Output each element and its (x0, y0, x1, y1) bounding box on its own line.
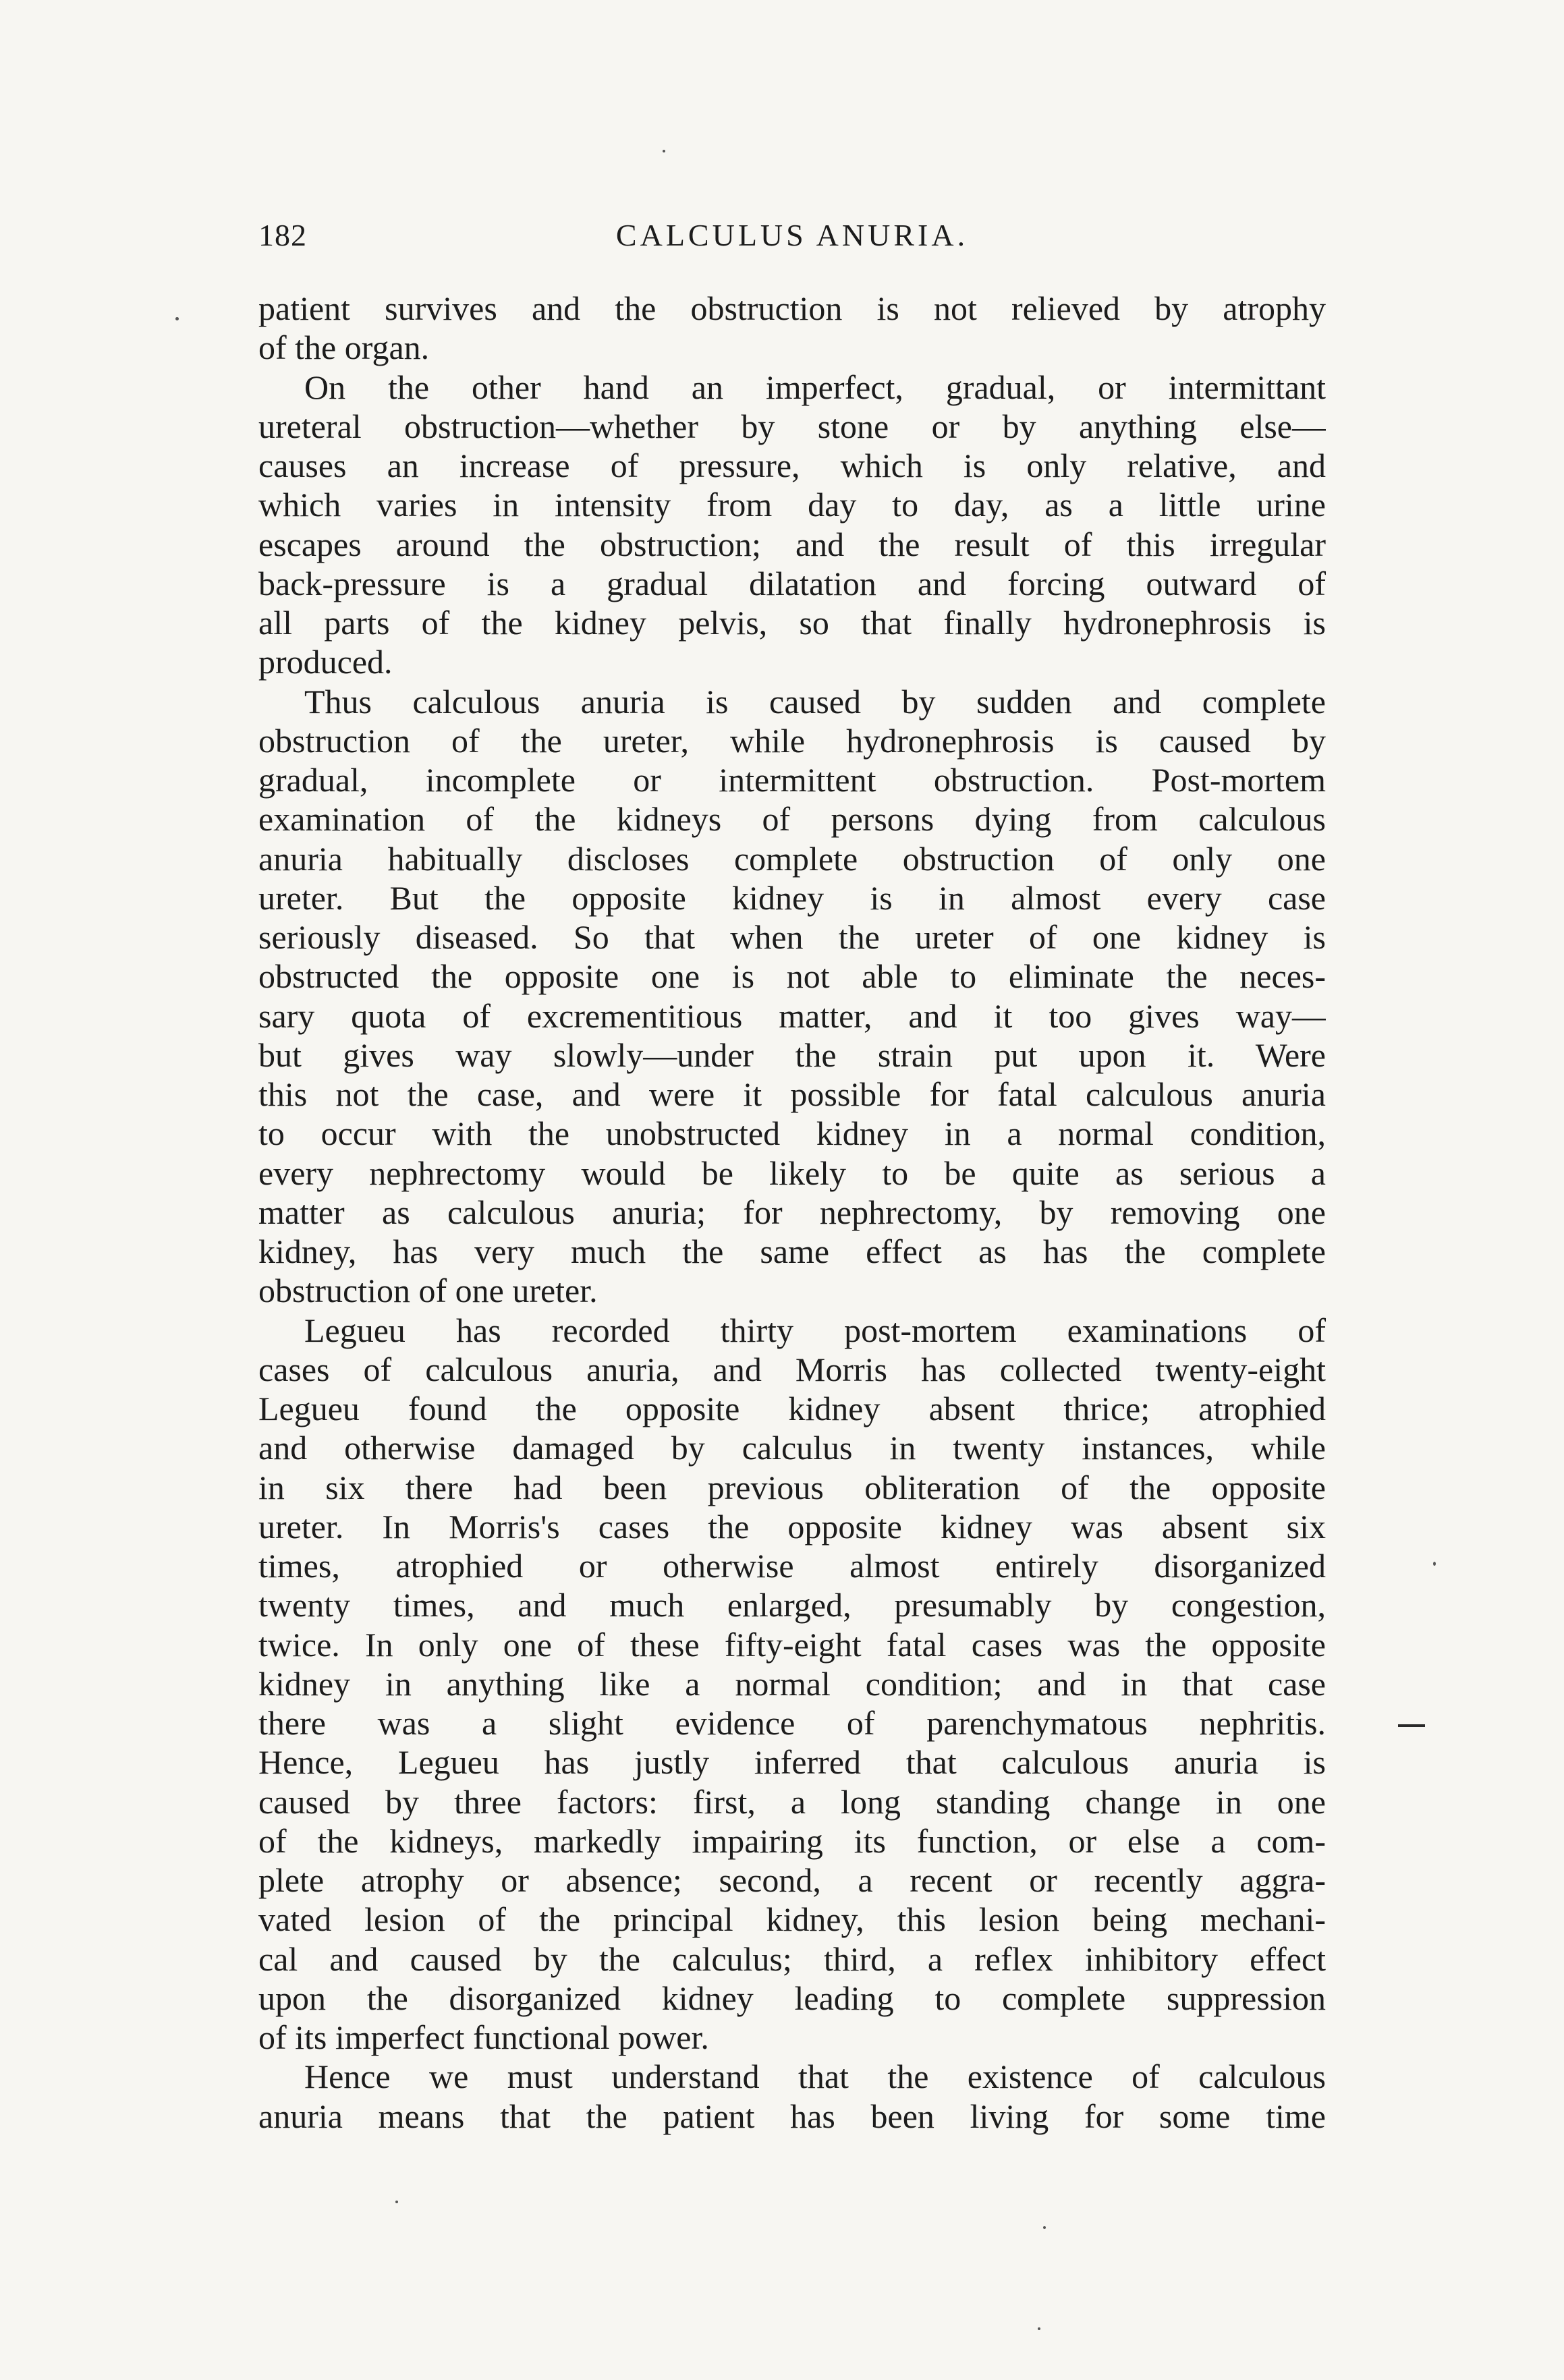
text-line: seriously diseased. So that when the ureter of one kidney is (258, 918, 1326, 956)
text-line: twice. In only one of these fifty-eight fatal cases was the opposite (258, 1625, 1326, 1664)
text-line: and otherwise damaged by calculus in twenty instances, while (258, 1429, 1326, 1467)
text-line: to occur with the unobstructed kidney in a normal condition, (258, 1114, 1326, 1153)
text-line: which varies in intensity from day to day, as a little urine (258, 486, 1326, 524)
speck-4 (395, 2201, 398, 2203)
text-line: Thus calculous anuria is caused by sudden and complete (304, 682, 1326, 720)
text-line: all parts of the kidney pelvis, so that finally hydronephrosis is (258, 604, 1326, 642)
text-line: twenty times, and much enlarged, presumably by congestion, (258, 1586, 1326, 1624)
text-line: every nephrectomy would be likely to be quite as serious a (258, 1154, 1326, 1192)
text-line: Legueu found the opposite kidney absent thrice; atrophied (258, 1390, 1326, 1427)
page-header (258, 217, 1326, 264)
text-line: On the other hand an imperfect, gradual, or intermittant (304, 368, 1326, 406)
text-line: vated lesion of the principal kidney, this lesion being mechani- (258, 1900, 1326, 1939)
text-line: of the kidneys, markedly impairing its function, or else a com- (258, 1821, 1326, 1860)
margin-dash-mark (1398, 1724, 1425, 1727)
speck-1 (663, 150, 665, 152)
text-line: of the organ. (258, 329, 430, 367)
text-line: Hence, Legueu has justly inferred that calculous anuria is (258, 1743, 1326, 1782)
text-line: times, atrophied or otherwise almost entirely disorganized (258, 1547, 1326, 1585)
text-line: kidney in anything like a normal condition; and in that case (258, 1664, 1326, 1703)
text-line: back-pressure is a gradual dilatation and forcing outward of (258, 564, 1326, 602)
text-line: gradual, incomplete or intermittent obstruction. Post-mortem (258, 761, 1326, 799)
text-line: sary quota of excrementitious matter, and it too gives way— (258, 996, 1326, 1035)
speck-5 (1043, 2226, 1046, 2229)
body-text (258, 289, 1326, 2136)
text-line: anuria means that the patient has been living for some time (258, 2097, 1326, 2135)
text-line: ureteral obstruction—whether by stone or by anything else— (258, 407, 1326, 445)
text-line: there was a slight evidence of parenchymatous nephritis. (258, 1704, 1326, 1742)
speck-3 (1433, 1562, 1436, 1566)
text-line: obstruction of the ureter, while hydronephrosis is caused by (258, 721, 1326, 760)
text-line: caused by three factors: first, a long standing change in one (258, 1782, 1326, 1821)
text-line: plete atrophy or absence; second, a recent or recently aggra- (258, 1861, 1326, 1899)
text-line: Legueu has recorded thirty post-mortem examinations of (304, 1311, 1326, 1349)
text-line: kidney, has very much the same effect as has the complete (258, 1232, 1326, 1270)
text-line: examination of the kidneys of persons dying from calculous (258, 800, 1326, 839)
text-line: ureter. But the opposite kidney is in almost every case (258, 878, 1326, 917)
text-line: escapes around the obstruction; and the result of this irregular (258, 525, 1326, 563)
page-number: 182 (258, 218, 307, 252)
text-line: ureter. In Morris's cases the opposite kidney was absent six (258, 1507, 1326, 1546)
text-line: produced. (258, 643, 393, 681)
text-line: obstruction of one ureter. (258, 1272, 598, 1310)
text-line: in six there had been previous obliteration of the opposite (258, 1468, 1326, 1506)
text-line: of its imperfect functional power. (258, 2018, 709, 2056)
speck-2 (175, 317, 179, 320)
speck-6 (1038, 2327, 1040, 2330)
text-line: patient survives and the obstruction is not relieved by atrophy (258, 289, 1326, 327)
text-line: this not the case, and were it possible for fatal calculous anuria (258, 1075, 1326, 1113)
text-line: cases of calculous anuria, and Morris has collected twenty-eight (258, 1350, 1326, 1388)
text-line: matter as calculous anuria; for nephrectomy, by removing one (258, 1193, 1326, 1231)
text-line: upon the disorganized kidney leading to complete suppression (258, 1979, 1326, 2017)
text-line: anuria habitually discloses complete obstruction of only one (258, 839, 1326, 878)
text-line: but gives way slowly—under the strain put upon it. Were (258, 1036, 1326, 1074)
text-line: obstructed the opposite one is not able to eliminate the neces- (258, 957, 1326, 996)
text-line: causes an increase of pressure, which is only relative, and (258, 447, 1326, 484)
text-line: Hence we must understand that the existence of calculous (304, 2058, 1326, 2096)
text-line: cal and caused by the calculus; third, a reflex inhibitory effect (258, 1939, 1326, 1978)
running-title: CALCULUS ANURIA. (615, 218, 969, 252)
